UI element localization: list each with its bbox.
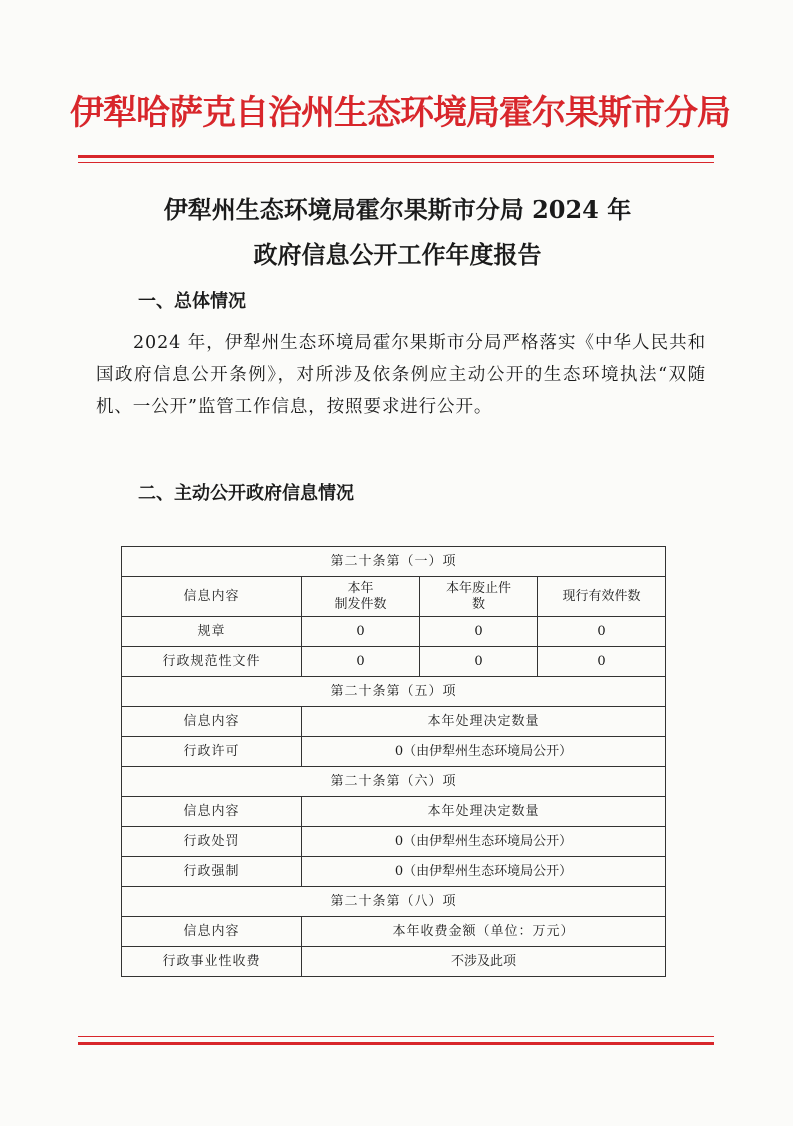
- section-title-art20-8: 第二十条第（八）项: [122, 887, 666, 917]
- table-row: [122, 737, 666, 767]
- header-info-content: 信息内容: [122, 917, 302, 947]
- table-row: [122, 857, 666, 887]
- row-label-rules: 规章: [122, 617, 302, 647]
- header-info-content: 信息内容: [122, 797, 302, 827]
- section-title-art20-5: 第二十条第（五）项: [122, 677, 666, 707]
- row-label-normative-docs: 行政规范性文件: [122, 647, 302, 677]
- masthead-rule-bottom: [78, 162, 714, 163]
- cell-value: 不涉及此项: [302, 947, 666, 977]
- cell-value: 0: [302, 617, 420, 647]
- masthead-rule-top: [78, 155, 714, 158]
- header-fee-amount: 本年收费金额（单位：万元）: [302, 917, 666, 947]
- header-decisions-count: 本年处理决定数量: [302, 797, 666, 827]
- header-issued-this-year: 本年 制发件数: [302, 577, 420, 617]
- table-header-row: [122, 707, 666, 737]
- cell-value: 0: [538, 617, 666, 647]
- disclosure-table: [121, 546, 666, 977]
- row-label-admin-penalty: 行政处罚: [122, 827, 302, 857]
- table-section-row: [122, 677, 666, 707]
- cell-value: 0（由伊犁州生态环境局公开）: [302, 827, 666, 857]
- masthead-org-name: 伊犁哈萨克自治州生态环境局霍尔果斯市分局: [70, 93, 730, 133]
- section-title-art20-6: 第二十条第（六）项: [122, 767, 666, 797]
- table-section-row: [122, 767, 666, 797]
- section-heading-overview: 一、总体情况: [138, 291, 246, 312]
- table-header-row: [122, 797, 666, 827]
- cell-value: 0: [302, 647, 420, 677]
- footer-rule-top: [78, 1036, 714, 1037]
- header-info-content: 信息内容: [122, 577, 302, 617]
- header-decisions-count: 本年处理决定数量: [302, 707, 666, 737]
- header-repealed-this-year: 本年废止件 数: [420, 577, 538, 617]
- header-currently-valid: 现行有效件数: [538, 577, 666, 617]
- table-row: [122, 647, 666, 677]
- table-row: [122, 617, 666, 647]
- section-heading-proactive-disclosure: 二、主动公开政府信息情况: [138, 483, 354, 504]
- table-section-row: [122, 547, 666, 577]
- row-label-admin-license: 行政许可: [122, 737, 302, 767]
- cell-value: 0: [420, 647, 538, 677]
- table-section-row: [122, 887, 666, 917]
- cell-value: 0（由伊犁州生态环境局公开）: [302, 737, 666, 767]
- cell-value: 0: [538, 647, 666, 677]
- row-label-admin-fees: 行政事业性收费: [122, 947, 302, 977]
- table-row: [122, 827, 666, 857]
- table-header-row: [122, 577, 666, 617]
- table-header-row: [122, 917, 666, 947]
- row-label-admin-enforcement: 行政强制: [122, 857, 302, 887]
- cell-value: 0（由伊犁州生态环境局公开）: [302, 857, 666, 887]
- report-title-line-1: 伊犁州生态环境局霍尔果斯市分局 2024 年: [163, 195, 632, 224]
- section-title-art20-1: 第二十条第（一）项: [122, 547, 666, 577]
- cell-value: 0: [420, 617, 538, 647]
- table-row: [122, 947, 666, 977]
- report-title-line-2: 政府信息公开工作年度报告: [253, 240, 542, 269]
- section-body-overview: 2024 年，伊犁州生态环境局霍尔果斯市分局严格落实《中华人民共和国政府信息公开条例》，对所涉及依条例应主动公开的生态环境执法“双随机、一公开”监管工作信息，按照要求进行公开。: [96, 333, 706, 417]
- header-info-content: 信息内容: [122, 707, 302, 737]
- footer-rule-bottom: [78, 1042, 714, 1045]
